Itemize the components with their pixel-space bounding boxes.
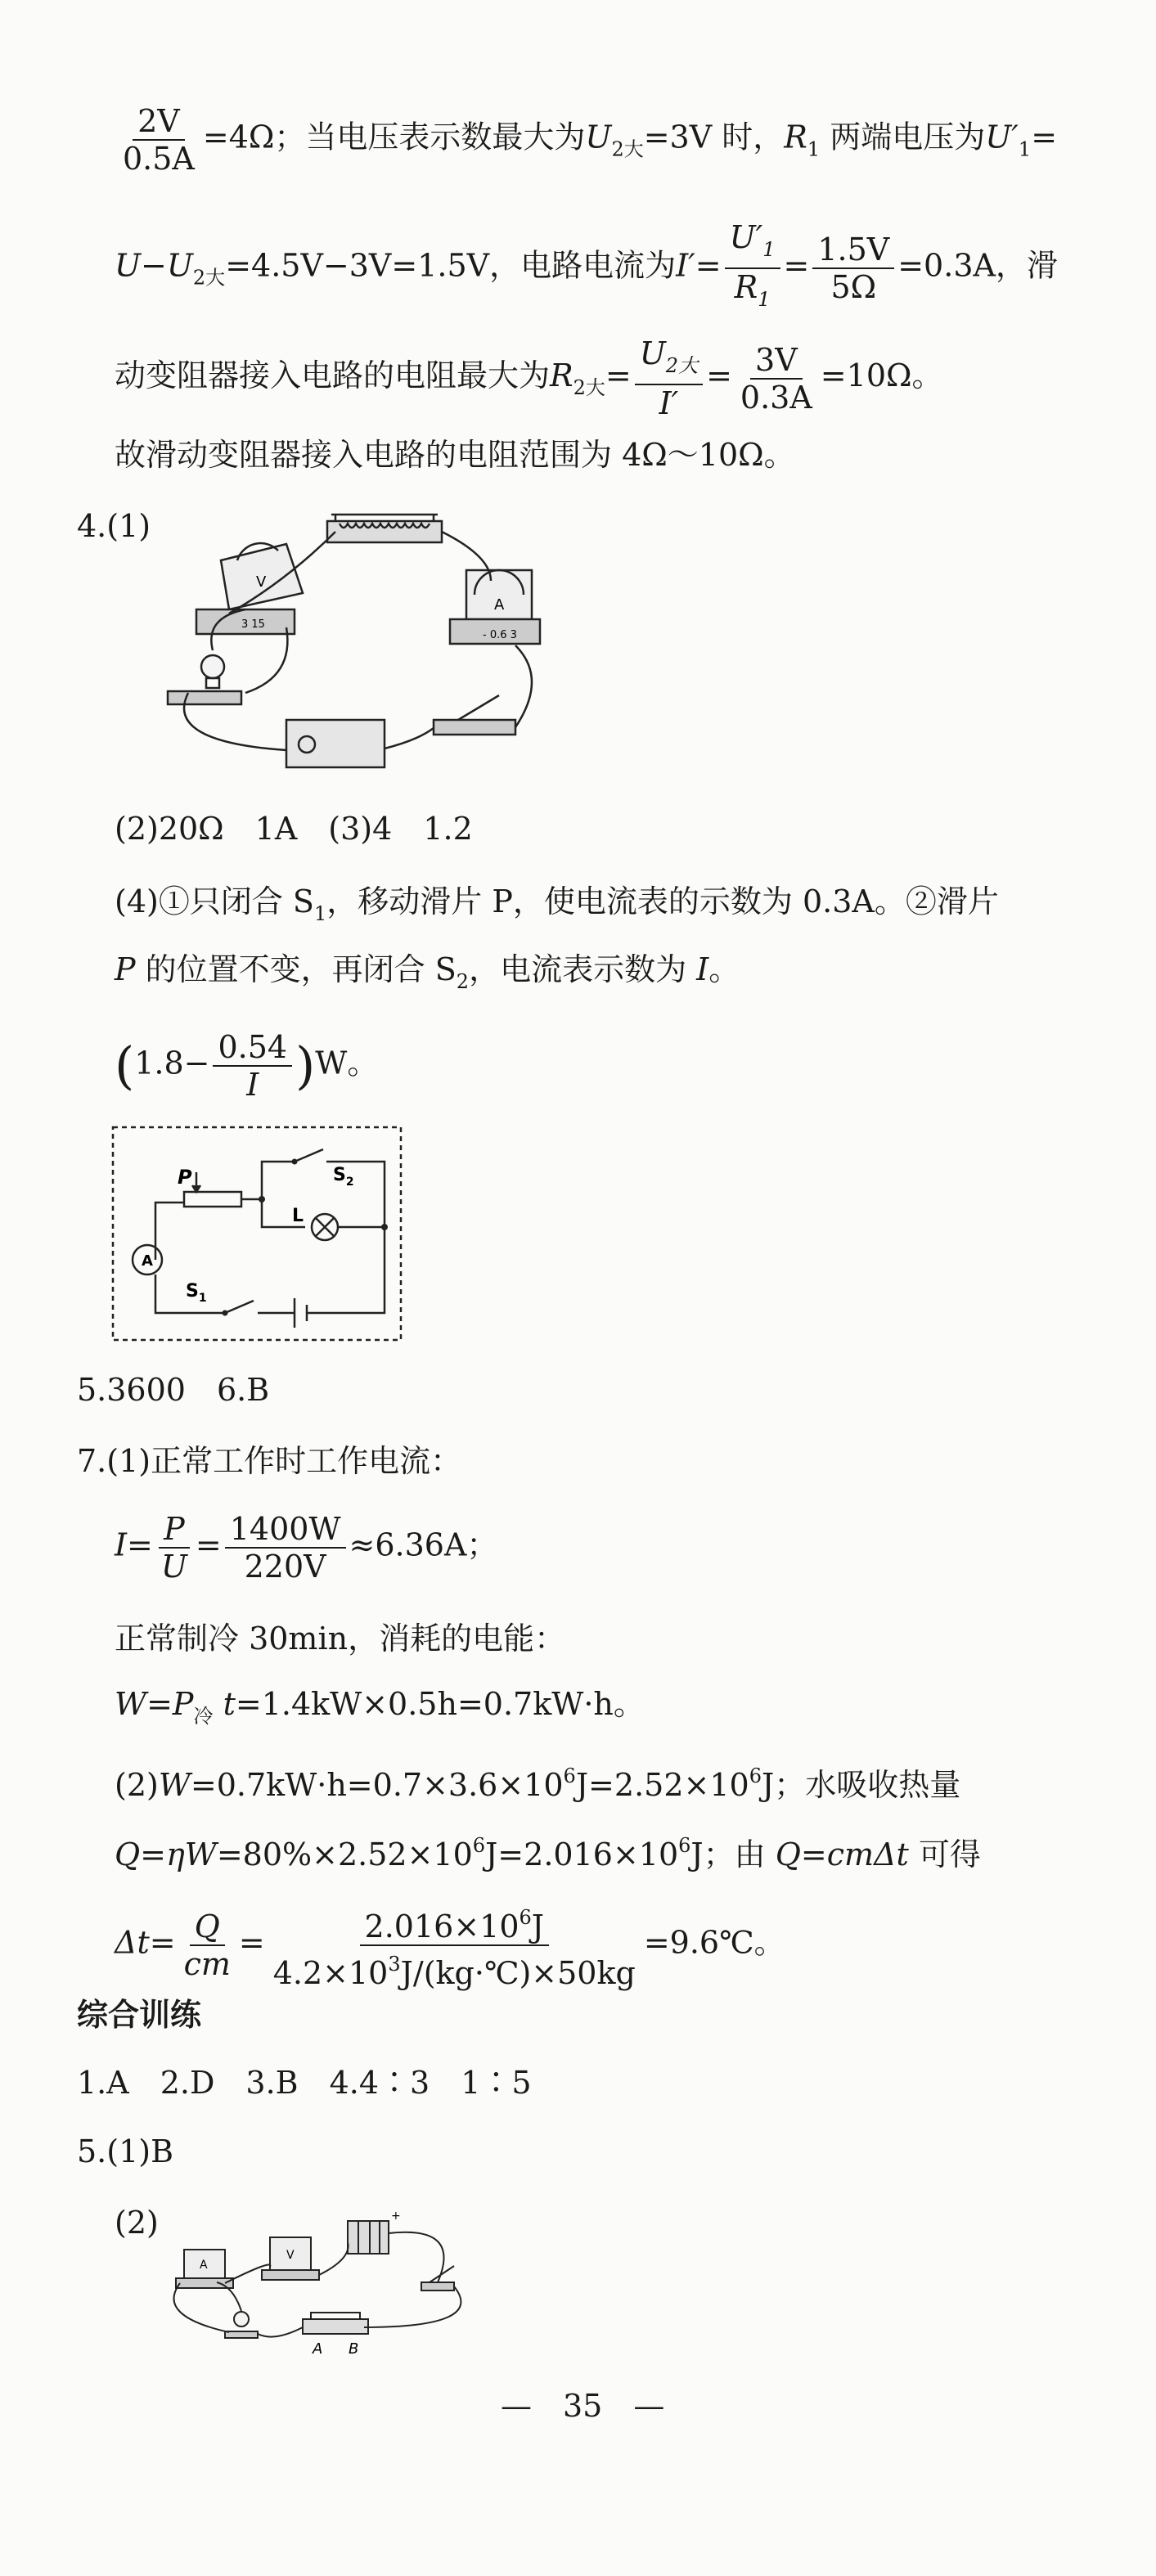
switch-s1-label: $S_1$ [186, 1281, 207, 1305]
question-7-part-1: 7.(1)正常工作时工作电流： [77, 1443, 462, 1479]
question-4-expression: (1.8− $\frac{0.54}{I}$ )W。 [115, 1029, 379, 1103]
slider-label: P [178, 1166, 192, 1189]
line-3: 动变阻器接入电路的电阻最大为$R_{2大}=$ $\frac{U_{2大}}{I'}$ = $\frac{3V}{0.3A}$ =10Ω。 [115, 335, 943, 421]
rheostat-symbol [184, 1192, 241, 1207]
fraction: $\frac{Q}{cm}$ [183, 1908, 231, 1982]
answers-row: 1.A 2.D 3.B 4.4∶3 1∶5 [77, 2065, 532, 2101]
voltmeter-terminals: 3 15 [241, 618, 265, 631]
fraction: $\frac{1.5V}{5\Omega}$ [812, 232, 894, 305]
svg-text:A: A [200, 2259, 208, 2272]
line-4: 故滑动变阻器接入电路的电阻范围为 4Ω～10Ω。 [115, 437, 795, 473]
switch-icon [421, 2282, 454, 2291]
q7-energy-formula: $W=P_冷$ t=1.4kW×0.5h=0.7kW·h。 [115, 1686, 645, 1728]
battery-icon [348, 2221, 389, 2254]
question-4-part-2: (2)20Ω 1A (3)4 1.2 [115, 811, 473, 847]
switch-s2-label: $S_2$ [333, 1165, 354, 1189]
fraction: $\frac{3V}{0.3A}$ [740, 341, 812, 416]
q7-part-2-line-1: $(2)W=0.7kW\cdot h=0.7\times 3.6\times 10^6J=2.52\times 10^6J$；水吸收热量 [115, 1765, 961, 1803]
rheostat-icon [303, 2319, 368, 2334]
question-4-label: 4.(1) [77, 508, 151, 544]
q7-cooling-text: 正常制冷 30min，消耗的电能： [115, 1621, 566, 1657]
fraction: $\frac{0.54}{I}$ [213, 1029, 292, 1103]
fraction: $\frac{P}{U}$ [156, 1511, 192, 1585]
question-5-part-1: 5.(1)B [77, 2133, 174, 2169]
q7-current-formula: I= $\frac{P}{U}$ = $\frac{1400W}{220V}$ ≈6.36A； [115, 1511, 498, 1585]
fraction: $\frac{U'_1}{R_1}$ [725, 219, 780, 317]
bulb-icon [201, 655, 224, 678]
fraction: $\frac{2.016\times 10^6J}{4.2\times 10^3J/(kg\cdot℃)\times 50kg}$ [268, 1899, 641, 1991]
question-4-part-4-line-1: (4)①只闭合 $S_1$，移动滑片 P，使电流表的示数为 0.3A。②滑片 [115, 883, 999, 925]
bulb-icon [234, 2312, 249, 2326]
circuit-apparatus-diagram [164, 503, 556, 793]
switch-icon [434, 720, 515, 735]
lamp-label: L [292, 1206, 304, 1226]
line-2: $U-U_{2大}=4.5V-3V=1.5V$，电路电流为I′= $\frac{U'_1}{R_1}$ = $\frac{1.5V}{5\Omega}$ =0.3A，滑 [115, 219, 1058, 317]
question-4-part-4-line-2: P 的位置不变，再闭合 $S_2$，电流表示数为 I。 [115, 951, 740, 993]
svg-text:B: B [349, 2340, 359, 2358]
page-number: — 35 — [501, 2388, 665, 2424]
svg-text:A: A [313, 2340, 323, 2358]
svg-text:+: + [391, 2210, 401, 2223]
fraction: $\frac{1400W}{220V}$ [225, 1511, 346, 1585]
ammeter-label: A [494, 596, 505, 614]
q7-part-2-line-2: $Q=\eta W=80\%\times 2.52\times 10^6J=2.016\times 10^6J$；由 Q=cmΔt 可得 [115, 1834, 981, 1872]
circuit-apparatus-diagram-2 [164, 2205, 483, 2368]
section-title: 综合训练 [77, 1997, 202, 2033]
voltmeter-label: V [256, 573, 267, 591]
line-1: $\frac{2V}{0.5A}$ =4Ω；当电压表示数最大为$U_{2大}=3V$ 时，$R_1$ 两端电压为$U'_1=$ [115, 103, 1057, 177]
ammeter-label: A [142, 1252, 153, 1270]
fraction: $\frac{U_{2大}}{I'}$ [635, 335, 703, 421]
rheostat-icon [327, 521, 442, 542]
svg-text:V: V [286, 2249, 295, 2262]
answers-5-6: 5.3600 6.B [77, 1372, 270, 1408]
battery-box-icon [286, 720, 385, 767]
q7-delta-t-formula: Δt= $\frac{Q}{cm}$ = $\frac{2.016\times 10^6J}{4.2\times 10^3J/(kg\cdot℃)\times 50kg}$ =9.6℃。 [115, 1899, 785, 1991]
fraction: $\frac{2V}{0.5A}$ [123, 103, 195, 177]
question-5-part-2: (2) [115, 2205, 159, 2241]
ammeter-terminals: - 0.6 3 [483, 629, 517, 641]
circuit-schematic [110, 1125, 405, 1344]
